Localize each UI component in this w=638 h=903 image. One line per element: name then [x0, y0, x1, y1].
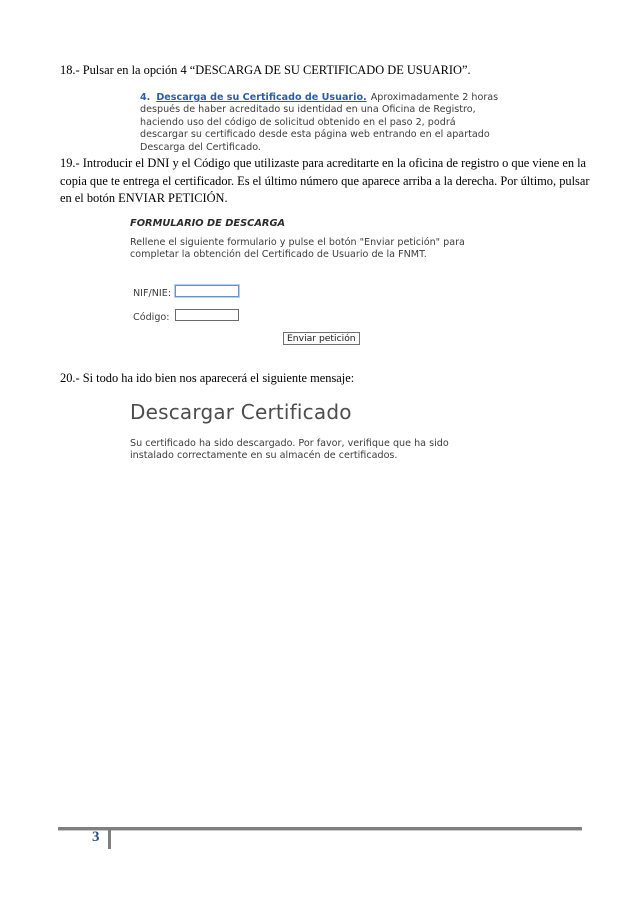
form-instructions: Rellene el siguiente formulario y pulse el botón "Enviar petición" para completar la obtención del Certificado de Usuario de la FNMT.: [130, 237, 465, 261]
enviar-peticion-button[interactable]: Enviar petición: [283, 332, 360, 345]
step-19-text: 19.- Introducir el DNI y el Código que utilizaste para acreditarte en la oficina de registro o que viene en la copia que te entrega el certificador. Es el último número que aparece arriba a la derecha. Por último, pulsar en el botón ENVIAR PETICIÓN.: [60, 156, 590, 205]
download-certificate-link[interactable]: Descarga de su Certificado de Usuario.: [156, 92, 367, 103]
form-title: FORMULARIO DE DESCARGA: [130, 218, 286, 229]
footer-separator: [108, 827, 111, 849]
download-result-title: Descargar Certificado: [130, 400, 352, 424]
nif-input[interactable]: [175, 285, 239, 297]
download-form-screenshot: [130, 218, 510, 344]
download-result-message: Su certificado ha sido descargado. Por favor, verifique que ha sido instalado correctamente en su almacén de certificados.: [130, 438, 449, 462]
download-result-screenshot: [130, 400, 510, 463]
option-4-screenshot: [140, 92, 500, 154]
step-20-text: 20.- Si todo ha ido bien nos aparecerá el siguiente mensaje:: [60, 371, 355, 385]
option-number: 4.: [140, 92, 151, 103]
codigo-input[interactable]: [175, 309, 239, 321]
step-18-text: 18.- Pulsar en la opción 4 “DESCARGA DE SU CERTIFICADO DE USUARIO”.: [60, 63, 471, 77]
codigo-label: Código:: [133, 312, 170, 323]
page-number: 3: [92, 829, 100, 845]
footer-rule-shadow: [58, 830, 582, 831]
nif-label: NIF/NIE:: [133, 288, 172, 299]
option-4-description: Aproximadamente 2 horas después de haber acreditado su identidad en una Oficina de Registro, haciendo uso del código de solicitud obtenido en el paso 2, podrá descargar su certificado desde esta página web entrando en el apartado Descarga del Certificado.: [140, 92, 499, 153]
